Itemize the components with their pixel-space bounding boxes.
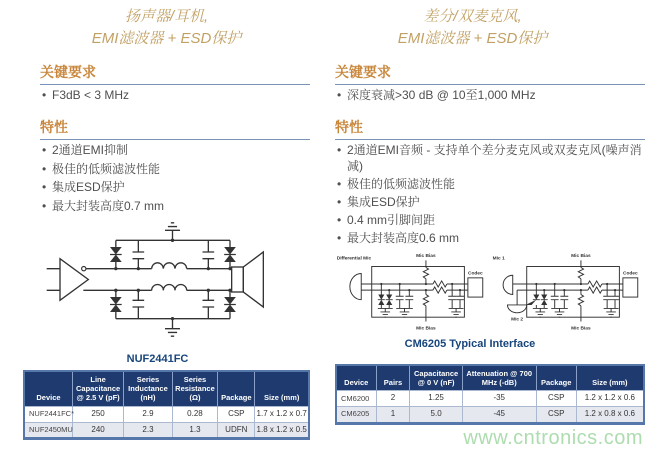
left-product-table [23,370,310,441]
list-item: • 集成ESD保护 [40,180,310,196]
col-header: Size (mm) [255,371,309,407]
speaker-filter-circuit-diagram [45,217,270,364]
cell-device: CM6200 [336,391,376,407]
right-features-list [335,143,645,247]
right-title [335,6,645,50]
right-product-table [335,364,645,425]
list-item: • 极佳的低频滤波性能 [335,177,645,193]
cell: UDFN [218,422,255,439]
cell: CSP [218,406,255,422]
list-item: • 2通道EMI音频 - 支持单个差分麦克风或双麦克风(噪声消减) [335,143,645,174]
left-title [23,6,310,50]
mic-bias-top-label: Mic Bias [416,254,436,260]
mic-bias-top-label: Mic Bias [571,254,591,260]
left-features-heading: 特性 [40,117,310,140]
left-features-list [40,143,310,214]
cell: 1.25 [410,391,462,407]
cell: -35 [462,391,536,407]
cell: 2.9 [124,406,172,422]
cell: 250 [72,406,123,422]
right-column [335,0,645,425]
cell: 1.7 x 1.2 x 0.7 [255,406,309,422]
right-diagram-label: CM6205 Typical Interface [404,337,536,350]
col-header: Pairs [376,365,410,391]
cell-device: NUF2441FC* [24,406,72,422]
cell: CSP [536,407,576,424]
col-header: Size (mm) [576,365,644,391]
cell: 1.3 [172,422,218,439]
left-requirements-list [40,88,310,104]
cell: 240 [72,422,123,439]
cell: 1.8 x 1.2 x 0.5 [255,422,309,439]
left-title-line2: EMI滤波器 + ESD保护 [91,29,242,47]
cell: 2.3 [124,422,172,439]
list-item: • 最大封装高度0.7 mm [40,199,310,215]
mic1-label: Mic 1 [492,256,505,262]
mic-bias-bottom-label: Mic Bias [416,326,436,332]
list-item: • 深度衰减>30 dB @ 10至1,000 MHz [335,88,645,104]
cell: 1.2 x 0.8 x 0.6 [576,407,644,424]
cell: CSP [536,391,576,407]
table-row [24,422,309,439]
list-item: • 集成ESD保护 [335,195,645,211]
cell: 5.0 [410,407,462,424]
cell: 2 [376,391,410,407]
mic-bias-bottom-label: Mic Bias [571,326,591,332]
right-features-heading: 特性 [335,117,645,140]
codec-label: Codec [622,271,638,277]
cell: -45 [462,407,536,424]
left-diagram-label: NUF2441FC [126,352,189,365]
mic-interface-diagrams [335,249,645,336]
col-header: Attenuation @ 700 MHz (-dB) [462,365,536,391]
list-item: • 2通道EMI抑制 [40,143,310,159]
left-title-line1: 扬声器/耳机, [124,8,209,25]
col-header: Package [536,365,576,391]
right-requirements-list [335,88,645,104]
col-header: Line Capacitance @ 2.5 V (pF) [72,371,123,407]
col-header: Device [24,371,72,407]
table-row [336,391,644,407]
table-header-row [336,365,644,391]
right-requirements-heading: 关键要求 [335,62,645,85]
list-item: • F3dB < 3 MHz [40,88,310,104]
table-row [336,407,644,424]
col-header: Series Inductance (nH) [124,371,172,407]
differential-mic-circuit-svg [335,249,488,336]
col-header: Device [336,365,376,391]
dual-mic-circuit-svg [490,249,643,336]
cell: 1.2 x 1.2 x 0.6 [576,391,644,407]
cell-device: CM6205 [336,407,376,424]
left-requirements-heading: 关键要求 [40,62,310,85]
differential-mic-label: Differential Mic [336,256,372,262]
col-header: Series Resistance (Ω) [172,371,218,407]
circuit-schematic-svg [45,217,270,346]
col-header: Capacitance @ 0 V (nF) [410,365,462,391]
table-header-row [24,371,309,407]
right-title-line2: EMI滤波器 + ESD保护 [397,29,548,47]
cell: 0.28 [172,406,218,422]
cell: 1 [376,407,410,424]
list-item: • 最大封装高度0.6 mm [335,231,645,247]
left-column [23,0,310,440]
list-item: • 极佳的低频滤波性能 [40,162,310,178]
col-header: Package [218,371,255,407]
list-item: • 0.4 mm引脚间距 [335,213,645,229]
mic2-label: Mic 2 [511,317,524,323]
right-title-line1: 差分/双麦克风, [423,8,522,25]
watermark: www.cntronics.com [463,427,643,449]
inverting-output-dot [82,267,86,271]
codec-label: Codec [467,271,483,277]
cell-device: NUF2450MU [24,422,72,439]
table-row [24,406,309,422]
